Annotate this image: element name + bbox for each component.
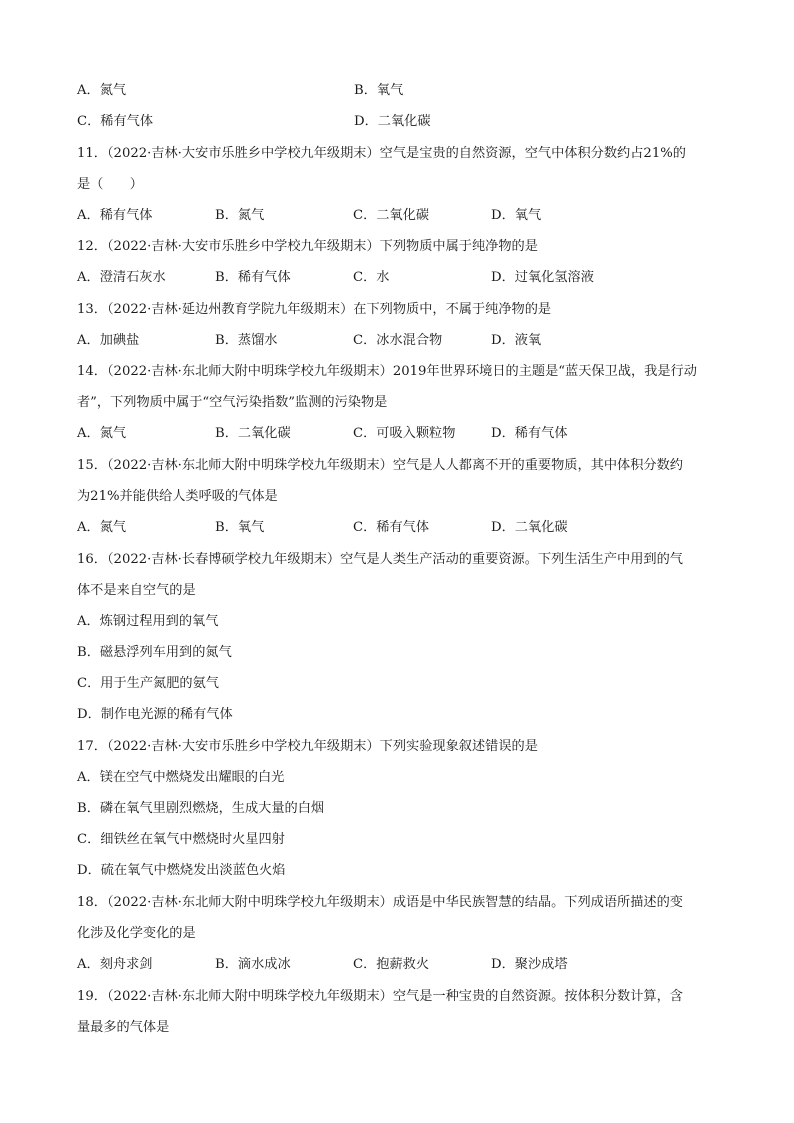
q17-option-c: C．细铁丝在氧气中燃烧时火星四射 [77,832,285,847]
q10-option-b: B．氧气 [354,83,404,98]
q15-option-c: C．稀有气体 [353,520,430,535]
q10-option-c: C．稀有气体 [77,114,154,129]
q14-option-b: B．二氧化碳 [215,426,291,441]
q16-option-d: D．制作电光源的稀有气体 [77,707,233,722]
q15-text: 15．（2022·吉林·东北师大附中明珠学校九年级期末）空气是人人都离不开的重要物质，其中体积分数约 [77,458,683,473]
q12-option-c: C．水 [353,270,390,285]
q14-option-c: C．可吸入颗粒物 [353,426,456,441]
q15-option-d: D．二氧化碳 [491,520,568,535]
q13-option-d: D．液氧 [491,333,542,348]
q16-text: 16．（2022·吉林·长春博硕学校九年级期末）空气是人类生产活动的重要资源。下列生活生产中用到的气 [77,552,683,567]
q17-text: 17．（2022·吉林·大安市乐胜乡中学校九年级期末）下列实验现象叙述错误的是 [77,739,538,754]
q10-option-d: D．二氧化碳 [354,114,431,129]
q12-option-b: B．稀有气体 [215,270,291,285]
q18-option-a: A．刻舟求剑 [77,957,153,972]
q12-option-a: A．澄清石灰水 [77,270,166,285]
q11-option-a: A．稀有气体 [77,208,153,223]
q16-text-cont: 体不是来自空气的是 [77,583,196,598]
q15-option-b: B．氧气 [215,520,265,535]
q16-option-a: A．炼钢过程用到的氧气 [77,614,219,629]
q18-text: 18．（2022·吉林·东北师大附中明珠学校九年级期末）成语是中华民族智慧的结晶。下列成语所描述的变 [77,895,683,910]
q13-option-b: B．蒸馏水 [215,333,278,348]
q18-option-c: C．抱薪救火 [353,957,430,972]
q17-option-d: D．硫在氧气中燃烧发出淡蓝色火焰 [77,863,286,878]
q14-text: 14．（2022·吉林·东北师大附中明珠学校九年级期末）2019年世界环境日的主题是“蓝天保卫战，我是行动 [77,364,697,379]
q14-option-d: D．稀有气体 [491,426,568,441]
q17-option-a: A．镁在空气中燃烧发出耀眼的白光 [77,770,285,785]
q11-option-c: C．二氧化碳 [353,208,430,223]
q11-text-cont: 是（ ） [77,177,143,192]
q13-option-c: C．冰水混合物 [353,333,443,348]
q16-option-c: C．用于生产氮肥的氨气 [77,676,219,691]
q13-option-a: A．加碘盐 [77,333,140,348]
q15-option-a: A．氮气 [77,520,127,535]
q14-option-a: A．氮气 [77,426,127,441]
q18-text-cont: 化涉及化学变化的是 [77,926,196,941]
q13-text: 13．（2022·吉林·延边州教育学院九年级期末）在下列物质中，不属于纯净物的是 [77,302,552,317]
q12-option-d: D．过氧化氢溶液 [491,270,594,285]
q15-text-cont: 为21%并能供给人类呼吸的气体是 [77,489,278,504]
q16-option-b: B．磁悬浮列车用到的氮气 [77,645,232,660]
q11-option-b: B．氮气 [215,208,265,223]
q14-text-cont: 者”，下列物质中属于“空气污染指数”监测的污染物是 [77,395,388,410]
q12-text: 12．（2022·吉林·大安市乐胜乡中学校九年级期末）下列物质中属于纯净物的是 [77,239,538,254]
q18-option-d: D．聚沙成塔 [491,957,568,972]
q11-text: 11．（2022·吉林·大安市乐胜乡中学校九年级期末）空气是宝贵的自然资源，空气中体积分数约占21%的 [77,146,686,161]
q18-option-b: B．滴水成冰 [215,957,291,972]
q17-option-b: B．磷在氧气里剧烈燃烧，生成大量的白烟 [77,801,325,816]
q19-text-cont: 量最多的气体是 [77,1020,170,1035]
q11-option-d: D．氧气 [491,208,542,223]
q19-text: 19．（2022·吉林·东北师大附中明珠学校九年级期末）空气是一种宝贵的自然资源。按体积分数计算，含 [77,989,683,1004]
q10-option-a: A．氮气 [77,83,127,98]
